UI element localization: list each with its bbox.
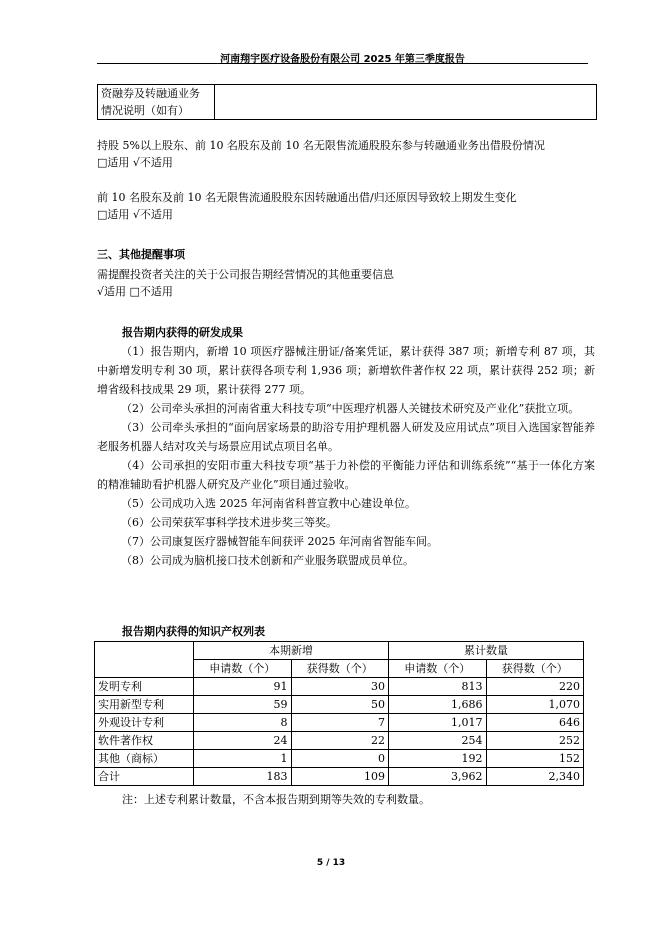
ip-sub-header: 获得数（个）	[486, 660, 584, 678]
ip-cell: 254	[389, 732, 487, 750]
margin-trading-label: 资融券及转融通业务 情况说明（如有）	[98, 85, 215, 120]
ip-cell: 0	[291, 750, 389, 768]
ip-cell: 813	[389, 678, 487, 696]
rd-item: （1）报告期内，新增 10 项医疗器械注册证/备案凭证，累计获得 387 项；新增专利 87 项，其中新增发明专利 30 项，累计获得各项专利 1,936 项；新增软件著作权 22 项，累计获得 252 项；新增省级科技成果 29 项，累计获得 277 项。	[97, 345, 595, 396]
ip-title: 报告期内获得的知识产权列表	[122, 625, 265, 638]
ip-cell: 1,686	[389, 696, 487, 714]
ip-cell: 24	[194, 732, 292, 750]
ip-cell: 30	[291, 678, 389, 696]
changes-block	[97, 189, 597, 223]
changes-options: □适用 √不适用	[97, 208, 173, 221]
ip-note: 注：上述专利累计数量，不含本报告期到期等失效的专利数量。	[122, 793, 430, 806]
ip-sub-header: 获得数（个）	[291, 660, 389, 678]
lending-options: □适用 √不适用	[97, 156, 173, 169]
rd-item: （4）公司承担的安阳市重大科技专项“基于力补偿的平衡能力评估和训练系统”“基于一体化方案的精准辅助看护机器人研究及产业化”项目通过验收。	[97, 459, 595, 491]
section-three-options: √适用 □不适用	[97, 285, 173, 298]
ip-cell: 1	[194, 750, 292, 768]
table-row	[95, 714, 584, 732]
ip-row-label: 发明专利	[95, 678, 194, 696]
table-row	[95, 678, 584, 696]
ip-row-label: 实用新型专利	[95, 696, 194, 714]
ip-row-label: 外观设计专利	[95, 714, 194, 732]
rd-item: （7）公司康复医疗器械智能车间获评 2025 年河南省智能车间。	[121, 535, 438, 548]
rd-item: （5）公司成功入选 2025 年河南省科普宣教中心建设单位。	[121, 497, 416, 510]
ip-row-label: 合计	[95, 768, 194, 786]
rd-title: 报告期内获得的研发成果	[122, 326, 243, 339]
ip-cell: 3,962	[389, 768, 487, 786]
ip-cell: 183	[194, 768, 292, 786]
section-three-desc: 需提醒投资者关注的关于公司报告期经营情况的其他重要信息	[97, 268, 394, 281]
section-three-title: 三、其他提醒事项	[97, 248, 185, 261]
rd-item: （8）公司成为脑机接口技术创新和产业服务联盟成员单位。	[121, 554, 414, 567]
ip-cell: 1,017	[389, 714, 487, 732]
ip-cell: 152	[486, 750, 584, 768]
ip-row-label: 其他（商标）	[95, 750, 194, 768]
ip-group-header: 累计数量	[389, 642, 584, 660]
ip-cell: 91	[194, 678, 292, 696]
changes-question: 前 10 名股东及前 10 名无限售流通股股东因转融通出借/归还原因导致较上期发生变化	[97, 191, 517, 204]
margin-trading-table	[97, 84, 597, 120]
report-header: 河南翔宇医疗设备股份有限公司 2025 年第三季度报告	[220, 54, 465, 65]
ip-cell: 109	[291, 768, 389, 786]
ip-cell: 50	[291, 696, 389, 714]
margin-trading-value	[215, 85, 597, 120]
ip-cell: 2,340	[486, 768, 584, 786]
ip-cell: 7	[291, 714, 389, 732]
ip-cell: 22	[291, 732, 389, 750]
table-row	[95, 750, 584, 768]
ip-cell: 646	[486, 714, 584, 732]
section-three	[97, 246, 597, 300]
lending-question: 持股 5%以上股东、前 10 名股东及前 10 名无限售流通股股东参与转融通业务出借股份情况	[97, 139, 545, 152]
rd-item: （2）公司牵头承担的河南省重大科技专项“中医理疗机器人关键技术研究及产业化”获批立项。	[121, 402, 580, 415]
rd-item: （3）公司牵头承担的“面向居家场景的助浴专用护理机器人研发及应用试点”项目入选国家智能养老服务机器人结对攻关与场景应用试点项目名单。	[97, 421, 595, 453]
ip-cell: 59	[194, 696, 292, 714]
ip-sub-header: 申请数（个）	[389, 660, 487, 678]
ip-group-header-row	[95, 642, 584, 660]
ip-group-header: 本期新增	[194, 642, 389, 660]
table-row	[95, 696, 584, 714]
ip-cell: 1,070	[486, 696, 584, 714]
ip-cell: 252	[486, 732, 584, 750]
ip-row-label: 软件著作权	[95, 732, 194, 750]
page-number: 5 / 13	[316, 858, 346, 868]
ip-table	[94, 641, 584, 786]
ip-sub-header: 申请数（个）	[194, 660, 292, 678]
rd-item: （6）公司荣获军事科学技术进步奖三等奖。	[121, 516, 337, 529]
header-divider	[97, 63, 588, 64]
rd-paragraphs	[97, 342, 595, 570]
ip-cell: 220	[486, 678, 584, 696]
table-row	[95, 732, 584, 750]
ip-cell: 192	[389, 750, 487, 768]
table-row	[95, 768, 584, 786]
lending-block	[97, 137, 597, 171]
ip-cell: 8	[194, 714, 292, 732]
ip-corner-cell	[95, 642, 194, 678]
